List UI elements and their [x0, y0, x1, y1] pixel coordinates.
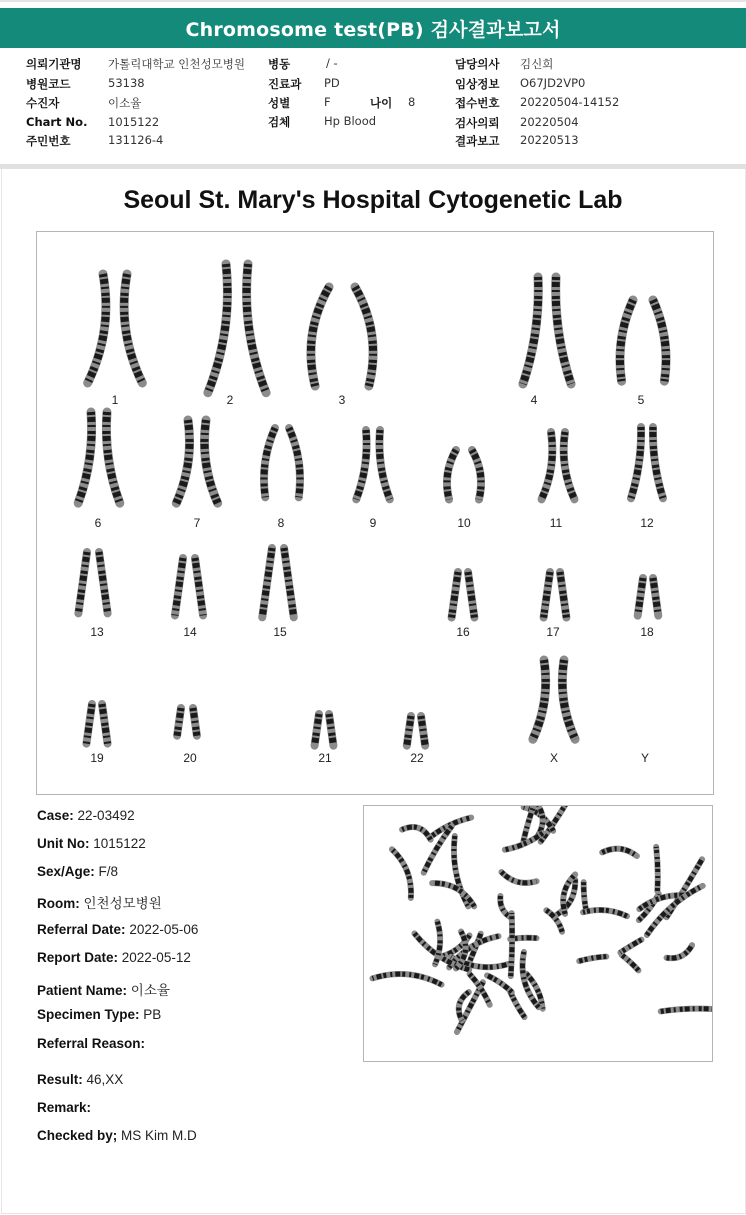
chromosome-pair-3 — [305, 286, 379, 386]
report-title-bar — [0, 8, 746, 48]
chart-no-label: Chart No. — [26, 115, 88, 129]
result-date-label: 결과보고 — [455, 134, 500, 148]
room-row: Room: 인천성모병원 — [37, 896, 162, 911]
specimen-label: 검체 — [268, 115, 291, 129]
clinical-info-value: O67JD2VP0 — [520, 76, 586, 90]
chromosome-pair-6 — [78, 412, 120, 504]
ward-label: 병동 — [268, 57, 291, 71]
metaphase-spread-figure — [364, 806, 712, 1061]
chromosome-label-14: 14 — [183, 625, 197, 639]
chromosome-label-4: 4 — [530, 393, 538, 407]
sex-age-row: Sex/Age: F/8 — [37, 864, 119, 879]
metaphase-chromosome — [500, 872, 536, 886]
case-row: Case: 22-03492 — [37, 808, 135, 823]
chromosome-label-Y: Y — [640, 751, 650, 765]
receipt-no-value: 20220504-14152 — [520, 95, 620, 109]
chromosome-pair-11 — [542, 432, 575, 500]
metaphase-chromosome — [602, 847, 637, 856]
chromosome-label-X: X — [549, 751, 559, 765]
request-date-label: 검사의뢰 — [455, 116, 500, 130]
chromosome-pair-15 — [262, 548, 293, 617]
chromosome-pair-21 — [315, 714, 334, 746]
chromosome-label-13: 13 — [90, 625, 104, 639]
department-value: PD — [324, 76, 340, 90]
chromosome-label-19: 19 — [90, 751, 104, 765]
chromosome-label-15: 15 — [273, 625, 287, 639]
patient-name-row: Patient Name: 이소율 — [37, 983, 170, 998]
chromosome-pair-17 — [544, 572, 567, 618]
metaphase-chromosome — [511, 913, 513, 976]
chromosome-label-11: 11 — [549, 516, 563, 530]
chromosome-pair-7 — [176, 420, 217, 504]
metaphase-image — [363, 805, 713, 1062]
doctor-label: 담당의사 — [455, 57, 500, 71]
chromosome-label-6: 6 — [94, 516, 102, 530]
sex-label: 성별 — [268, 96, 291, 110]
chromosome-pair-16 — [452, 572, 475, 618]
result-row: Result: 46,XX — [37, 1072, 124, 1087]
patient-label: 수진자 — [26, 96, 60, 110]
institution-label: 의뢰기관명 — [26, 57, 82, 71]
chromosome-pair-10 — [444, 449, 484, 499]
report-date-row: Report Date: 2022-05-12 — [37, 950, 191, 965]
result-date-value: 20220513 — [520, 133, 579, 147]
age-label: 나이 — [370, 96, 393, 110]
metaphase-chromosome — [620, 939, 641, 952]
chromosome-pair-9 — [356, 430, 389, 500]
chromosome-label-18: 18 — [640, 625, 654, 639]
karyotype-figure — [37, 232, 713, 794]
chromosome-pair-18 — [638, 578, 659, 616]
metaphase-chromosome — [579, 956, 606, 961]
referral-date-row: Referral Date: 2022-05-06 — [37, 922, 199, 937]
resident-no-value: 131126-4 — [108, 133, 164, 147]
chromosome-pair-X — [533, 660, 575, 740]
resident-no-label: 주민번호 — [26, 134, 71, 148]
chromosome-pair-20 — [177, 708, 197, 736]
metaphase-chromosome — [667, 945, 695, 962]
chromosome-label-8: 8 — [277, 516, 285, 530]
metaphase-chromosome — [661, 1008, 712, 1011]
doctor-value: 김신희 — [520, 57, 554, 71]
metaphase-chromosome — [583, 882, 586, 911]
chromosome-label-7: 7 — [193, 516, 201, 530]
chromosome-label-2: 2 — [226, 393, 234, 407]
chromosome-pair-4 — [523, 277, 571, 385]
chromosome-pair-19 — [86, 704, 107, 744]
metaphase-chromosome — [435, 922, 441, 965]
chromosome-label-9: 9 — [369, 516, 377, 530]
chromosome-pair-5 — [616, 299, 671, 381]
chart-no-value: 1015122 — [108, 115, 160, 129]
unit-no-row: Unit No: 1015122 — [37, 836, 146, 851]
chromosome-label-16: 16 — [456, 625, 470, 639]
patient-info-panel — [0, 52, 746, 164]
chromosome-label-3: 3 — [338, 393, 346, 407]
karyotype-image — [36, 231, 714, 795]
metaphase-chromosome — [392, 847, 417, 898]
chromosome-pair-12 — [631, 427, 663, 499]
hospital-code-label: 병원코드 — [26, 77, 71, 91]
chromosome-label-21: 21 — [318, 751, 332, 765]
chromosome-pair-2 — [208, 264, 266, 394]
chromosome-pair-1 — [88, 274, 143, 384]
checked-by-row: Checked by; MS Kim M.D — [37, 1128, 197, 1143]
chromosome-pair-14 — [175, 558, 203, 615]
sex-value: F — [324, 95, 331, 109]
report-title: Chromosome test(PB) 검사결과보고서 — [185, 18, 561, 41]
chromosome-label-22: 22 — [410, 751, 424, 765]
metaphase-chromosome — [402, 823, 433, 840]
lab-title: Seoul St. Mary's Hospital Cytogenetic Lab — [123, 186, 623, 214]
specimen-value: Hp Blood — [324, 114, 377, 128]
institution-value: 가톨릭대학교 인천성모병원 — [108, 57, 245, 71]
receipt-no-label: 접수번호 — [455, 96, 500, 110]
chromosome-pair-13 — [78, 552, 107, 613]
department-label: 진료과 — [268, 77, 302, 91]
chromosome-label-20: 20 — [183, 751, 197, 765]
chromosome-pair-22 — [407, 716, 425, 746]
metaphase-chromosome — [432, 877, 477, 907]
chromosome-label-10: 10 — [457, 516, 471, 530]
remark-row: Remark: — [37, 1100, 92, 1115]
chromosome-label-1: 1 — [111, 393, 119, 407]
metaphase-chromosome — [373, 971, 443, 984]
chromosome-label-5: 5 — [637, 393, 645, 407]
request-date-value: 20220504 — [520, 115, 579, 129]
clinical-info-label: 임상정보 — [455, 77, 500, 91]
patient-value: 이소율 — [108, 96, 142, 110]
age-value: 8 — [408, 95, 416, 109]
top-border — [0, 0, 746, 2]
metaphase-chromosome — [656, 847, 658, 891]
ward-value: / - — [326, 56, 338, 70]
chromosome-label-17: 17 — [546, 625, 560, 639]
specimen-type-row: Specimen Type: PB — [37, 1007, 162, 1022]
hospital-code-value: 53138 — [108, 76, 145, 90]
metaphase-chromosome — [622, 954, 639, 970]
chromosome-label-12: 12 — [640, 516, 654, 530]
referral-reason-row: Referral Reason: — [37, 1036, 146, 1051]
metaphase-chromosome — [583, 908, 627, 916]
chromosome-pair-8 — [260, 427, 303, 497]
